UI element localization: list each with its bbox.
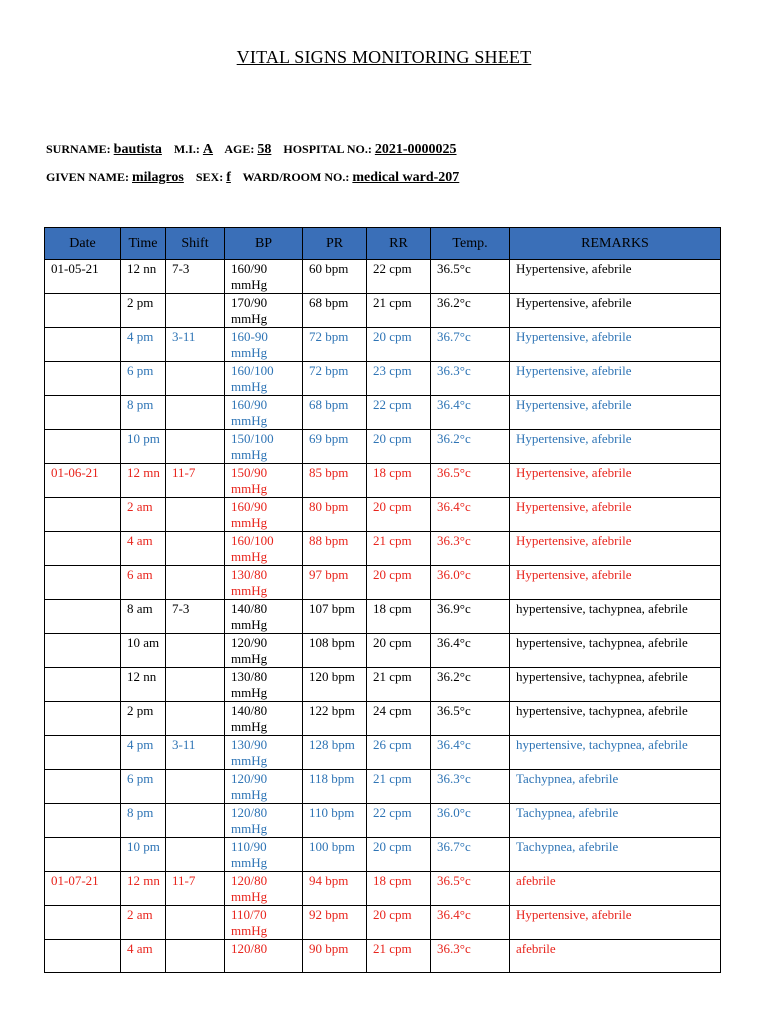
cell-temp: 36.3°c (431, 362, 510, 396)
cell-bp: 120/90 mmHg (225, 770, 303, 804)
cell-remarks: Hypertensive, afebrile (510, 498, 721, 532)
cell-shift (166, 906, 225, 940)
cell-bp: 160/100 mmHg (225, 532, 303, 566)
cell-bp: 120/80 mmHg (225, 804, 303, 838)
given-name-value: milagros (132, 170, 184, 185)
cell-temp: 36.5°c (431, 872, 510, 906)
table-row (45, 396, 721, 430)
vital-signs-table (44, 227, 721, 973)
table-row (45, 634, 721, 668)
cell-date (45, 906, 121, 940)
cell-bp: 130/80 mmHg (225, 566, 303, 600)
cell-pr: 72 bpm (303, 328, 367, 362)
table-row (45, 464, 721, 498)
cell-remarks: hypertensive, tachypnea, afebrile (510, 600, 721, 634)
cell-time: 10 am (121, 634, 166, 668)
cell-date (45, 498, 121, 532)
cell-date: 01-07-21 (45, 872, 121, 906)
cell-rr: 21 cpm (367, 770, 431, 804)
surname-label: SURNAME: (46, 142, 111, 156)
cell-time: 12 mn (121, 464, 166, 498)
table-header-row (45, 228, 721, 260)
cell-shift (166, 430, 225, 464)
cell-date (45, 362, 121, 396)
table-row (45, 804, 721, 838)
cell-pr: 90 bpm (303, 940, 367, 973)
cell-rr: 20 cpm (367, 566, 431, 600)
cell-date (45, 532, 121, 566)
cell-rr: 18 cpm (367, 464, 431, 498)
cell-remarks: hypertensive, tachypnea, afebrile (510, 668, 721, 702)
table-row (45, 906, 721, 940)
cell-remarks: afebrile (510, 872, 721, 906)
cell-bp: 150/90 mmHg (225, 464, 303, 498)
cell-remarks: Hypertensive, afebrile (510, 430, 721, 464)
cell-temp: 36.2°c (431, 430, 510, 464)
cell-date (45, 634, 121, 668)
ward-label: WARD/ROOM NO.: (242, 170, 350, 184)
cell-remarks: Hypertensive, afebrile (510, 566, 721, 600)
cell-pr: 92 bpm (303, 906, 367, 940)
cell-pr: 85 bpm (303, 464, 367, 498)
hospital-no-label: HOSPITAL NO.: (283, 142, 372, 156)
patient-info-line-2 (46, 170, 459, 186)
cell-time: 8 pm (121, 804, 166, 838)
cell-bp: 130/80 mmHg (225, 668, 303, 702)
cell-shift (166, 838, 225, 872)
cell-temp: 36.4°c (431, 396, 510, 430)
cell-shift (166, 702, 225, 736)
cell-time: 2 am (121, 906, 166, 940)
cell-bp: 130/90 mmHg (225, 736, 303, 770)
cell-shift: 3-11 (166, 328, 225, 362)
cell-date: 01-05-21 (45, 260, 121, 294)
cell-bp: 160/100 mmHg (225, 362, 303, 396)
cell-time: 8 pm (121, 396, 166, 430)
cell-pr: 108 bpm (303, 634, 367, 668)
cell-shift (166, 770, 225, 804)
cell-remarks: Tachypnea, afebrile (510, 838, 721, 872)
cell-pr: 80 bpm (303, 498, 367, 532)
cell-rr: 26 cpm (367, 736, 431, 770)
cell-rr: 20 cpm (367, 634, 431, 668)
mi-label: M.I.: (173, 142, 200, 156)
cell-time: 8 am (121, 600, 166, 634)
cell-time: 2 pm (121, 294, 166, 328)
table-row (45, 328, 721, 362)
cell-rr: 21 cpm (367, 294, 431, 328)
cell-pr: 97 bpm (303, 566, 367, 600)
cell-temp: 36.5°c (431, 464, 510, 498)
cell-rr: 21 cpm (367, 532, 431, 566)
cell-remarks: hypertensive, tachypnea, afebrile (510, 702, 721, 736)
sex-value: f (226, 170, 231, 185)
cell-pr: 118 bpm (303, 770, 367, 804)
table-row (45, 600, 721, 634)
cell-pr: 69 bpm (303, 430, 367, 464)
cell-time: 12 nn (121, 260, 166, 294)
table-row (45, 770, 721, 804)
cell-pr: 68 bpm (303, 396, 367, 430)
cell-temp: 36.3°c (431, 770, 510, 804)
cell-remarks: Tachypnea, afebrile (510, 770, 721, 804)
cell-remarks: Hypertensive, afebrile (510, 906, 721, 940)
cell-remarks: Hypertensive, afebrile (510, 396, 721, 430)
cell-bp: 140/80 mmHg (225, 702, 303, 736)
cell-shift: 11-7 (166, 464, 225, 498)
table-row (45, 532, 721, 566)
table-body (45, 260, 721, 973)
cell-date (45, 396, 121, 430)
cell-date (45, 770, 121, 804)
cell-pr: 110 bpm (303, 804, 367, 838)
table-row (45, 498, 721, 532)
cell-pr: 122 bpm (303, 702, 367, 736)
cell-time: 4 pm (121, 736, 166, 770)
cell-time: 4 am (121, 532, 166, 566)
cell-time: 4 pm (121, 328, 166, 362)
table-row (45, 294, 721, 328)
cell-date (45, 668, 121, 702)
table-row (45, 940, 721, 973)
cell-bp: 160-90 mmHg (225, 328, 303, 362)
cell-bp: 110/70 mmHg (225, 906, 303, 940)
header-date: Date (45, 228, 121, 260)
cell-date (45, 600, 121, 634)
cell-rr: 18 cpm (367, 872, 431, 906)
cell-temp: 36.4°c (431, 498, 510, 532)
cell-rr: 24 cpm (367, 702, 431, 736)
age-value: 58 (257, 142, 272, 157)
cell-pr: 107 bpm (303, 600, 367, 634)
cell-remarks: Hypertensive, afebrile (510, 362, 721, 396)
cell-rr: 23 cpm (367, 362, 431, 396)
cell-bp: 120/80 mmHg (225, 872, 303, 906)
header-pr: PR (303, 228, 367, 260)
cell-date (45, 838, 121, 872)
page-title: VITAL SIGNS MONITORING SHEET (236, 47, 532, 67)
surname-value: bautista (113, 142, 162, 157)
cell-pr: 88 bpm (303, 532, 367, 566)
cell-time: 6 pm (121, 770, 166, 804)
cell-rr: 21 cpm (367, 940, 431, 973)
cell-shift (166, 498, 225, 532)
cell-pr: 68 bpm (303, 294, 367, 328)
cell-temp: 36.2°c (431, 668, 510, 702)
cell-temp: 36.5°c (431, 260, 510, 294)
cell-shift: 11-7 (166, 872, 225, 906)
cell-date (45, 804, 121, 838)
cell-time: 12 nn (121, 668, 166, 702)
age-label: AGE: (224, 142, 255, 156)
table-row (45, 702, 721, 736)
cell-remarks: hypertensive, tachypnea, afebrile (510, 736, 721, 770)
cell-shift (166, 294, 225, 328)
cell-date (45, 940, 121, 973)
cell-rr: 21 cpm (367, 668, 431, 702)
cell-remarks: afebrile (510, 940, 721, 973)
cell-bp: 140/80 mmHg (225, 600, 303, 634)
cell-remarks: hypertensive, tachypnea, afebrile (510, 634, 721, 668)
cell-rr: 22 cpm (367, 260, 431, 294)
cell-time: 10 pm (121, 430, 166, 464)
cell-date (45, 566, 121, 600)
cell-time: 10 pm (121, 838, 166, 872)
cell-shift (166, 940, 225, 973)
cell-pr: 72 bpm (303, 362, 367, 396)
cell-temp: 36.5°c (431, 702, 510, 736)
table-row (45, 260, 721, 294)
cell-pr: 128 bpm (303, 736, 367, 770)
cell-shift: 7-3 (166, 260, 225, 294)
cell-temp: 36.4°c (431, 906, 510, 940)
cell-temp: 36.9°c (431, 600, 510, 634)
cell-rr: 18 cpm (367, 600, 431, 634)
cell-rr: 20 cpm (367, 430, 431, 464)
cell-bp: 160/90 mmHg (225, 260, 303, 294)
cell-rr: 20 cpm (367, 838, 431, 872)
cell-pr: 94 bpm (303, 872, 367, 906)
cell-bp: 110/90 mmHg (225, 838, 303, 872)
cell-bp: 120/80 (225, 940, 303, 973)
cell-temp: 36.4°c (431, 736, 510, 770)
header-time: Time (121, 228, 166, 260)
ward-value: medical ward-207 (352, 170, 460, 185)
cell-rr: 22 cpm (367, 804, 431, 838)
cell-bp: 160/90 mmHg (225, 498, 303, 532)
cell-date (45, 702, 121, 736)
cell-temp: 36.0°c (431, 566, 510, 600)
header-temp: Temp. (431, 228, 510, 260)
cell-bp: 120/90 mmHg (225, 634, 303, 668)
table-row (45, 668, 721, 702)
header-remarks: REMARKS (510, 228, 721, 260)
cell-date (45, 430, 121, 464)
mi-value: A (202, 142, 214, 157)
table-row (45, 362, 721, 396)
table-row (45, 430, 721, 464)
cell-bp: 160/90 mmHg (225, 396, 303, 430)
given-name-label: GIVEN NAME: (46, 170, 129, 184)
cell-shift (166, 362, 225, 396)
cell-pr: 120 bpm (303, 668, 367, 702)
cell-rr: 20 cpm (367, 906, 431, 940)
cell-temp: 36.2°c (431, 294, 510, 328)
cell-temp: 36.7°c (431, 838, 510, 872)
cell-rr: 20 cpm (367, 498, 431, 532)
table-row (45, 736, 721, 770)
cell-shift (166, 634, 225, 668)
cell-date: 01-06-21 (45, 464, 121, 498)
cell-shift: 7-3 (166, 600, 225, 634)
cell-rr: 20 cpm (367, 328, 431, 362)
cell-shift (166, 668, 225, 702)
cell-time: 2 pm (121, 702, 166, 736)
header-bp: BP (225, 228, 303, 260)
cell-temp: 36.7°c (431, 328, 510, 362)
cell-remarks: Tachypnea, afebrile (510, 804, 721, 838)
cell-shift (166, 566, 225, 600)
cell-temp: 36.3°c (431, 532, 510, 566)
hospital-no-value: 2021-0000025 (374, 142, 457, 157)
table-row (45, 566, 721, 600)
cell-date (45, 294, 121, 328)
cell-remarks: Hypertensive, afebrile (510, 532, 721, 566)
cell-temp: 36.0°c (431, 804, 510, 838)
cell-time: 4 am (121, 940, 166, 973)
cell-remarks: Hypertensive, afebrile (510, 260, 721, 294)
sex-label: SEX: (195, 170, 224, 184)
cell-shift: 3-11 (166, 736, 225, 770)
header-rr: RR (367, 228, 431, 260)
cell-temp: 36.3°c (431, 940, 510, 973)
table-row (45, 872, 721, 906)
cell-time: 6 am (121, 566, 166, 600)
table-row (45, 838, 721, 872)
cell-date (45, 736, 121, 770)
cell-temp: 36.4°c (431, 634, 510, 668)
patient-info-line-1 (46, 142, 457, 158)
header-shift: Shift (166, 228, 225, 260)
cell-shift (166, 396, 225, 430)
cell-time: 12 mn (121, 872, 166, 906)
cell-remarks: Hypertensive, afebrile (510, 464, 721, 498)
cell-remarks: Hypertensive, afebrile (510, 328, 721, 362)
cell-date (45, 328, 121, 362)
cell-time: 6 pm (121, 362, 166, 396)
cell-shift (166, 532, 225, 566)
cell-pr: 100 bpm (303, 838, 367, 872)
cell-pr: 60 bpm (303, 260, 367, 294)
cell-rr: 22 cpm (367, 396, 431, 430)
cell-bp: 150/100 mmHg (225, 430, 303, 464)
cell-remarks: Hypertensive, afebrile (510, 294, 721, 328)
cell-bp: 170/90 mmHg (225, 294, 303, 328)
cell-time: 2 am (121, 498, 166, 532)
cell-shift (166, 804, 225, 838)
